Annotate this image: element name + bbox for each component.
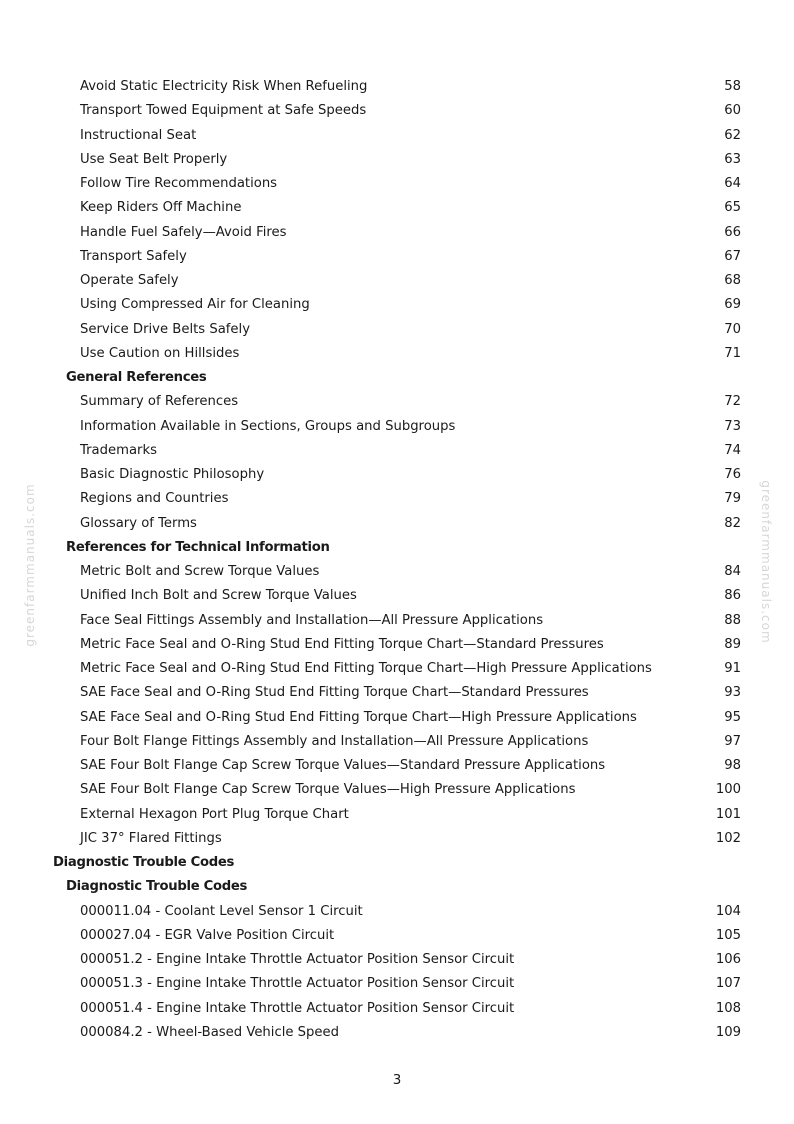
toc-entry-page: 71 xyxy=(724,345,741,361)
toc-entry[interactable] xyxy=(0,512,794,536)
toc-entry-page: 68 xyxy=(724,273,741,288)
toc-entry-title: Instructional Seat xyxy=(80,127,197,143)
toc-entry[interactable] xyxy=(0,245,794,269)
toc-entry-page: 69 xyxy=(724,297,741,313)
toc-entry[interactable] xyxy=(0,706,794,730)
toc-entry[interactable] xyxy=(0,463,794,487)
toc-entry-title: SAE Four Bolt Flange Cap Screw Torque Values—High Pressure Applications xyxy=(80,782,576,798)
watermark-left: greenfarmmanuals.com xyxy=(23,483,37,647)
toc-entry-title: Follow Tire Recommendations xyxy=(80,176,278,191)
toc-entry-page: 104 xyxy=(715,903,741,919)
toc-entry-title: Handle Fuel Safely—Avoid Fires xyxy=(80,224,287,240)
toc-entry-page: 108 xyxy=(715,1000,741,1016)
toc-entry-page: 89 xyxy=(724,636,741,652)
toc-entry-title: Metric Face Seal and O-Ring Stud End Fitting Torque Chart—High Pressure Applications xyxy=(80,661,652,676)
toc-entry[interactable] xyxy=(0,75,794,99)
toc-entry-title: Metric Bolt and Screw Torque Values xyxy=(80,564,320,579)
toc-entry-page: 74 xyxy=(724,442,741,458)
toc-entry-title: Operate Safely xyxy=(80,273,179,288)
toc-entry-title: Glossary of Terms xyxy=(80,515,197,531)
toc-entry-page: 73 xyxy=(724,418,741,434)
toc-entry-page: 97 xyxy=(724,733,741,749)
toc-subsection-heading[interactable] xyxy=(0,536,794,560)
toc-entry-page: 100 xyxy=(715,782,741,798)
toc-entry-title: 000051.4 - Engine Intake Throttle Actuator Position Sensor Circuit xyxy=(80,1000,515,1016)
toc-entry-page: 58 xyxy=(724,79,741,94)
toc-entry-page: 82 xyxy=(724,515,741,531)
toc-subsection-heading[interactable] xyxy=(0,366,794,390)
toc-entry-page: 84 xyxy=(724,564,741,579)
toc-entry[interactable] xyxy=(0,730,794,754)
toc-entry-page: 66 xyxy=(724,224,741,240)
toc-entry-page: 91 xyxy=(724,661,741,676)
toc-entry-page: 63 xyxy=(724,151,741,167)
toc-entry[interactable] xyxy=(0,124,794,148)
toc-entry-page: 98 xyxy=(724,758,741,773)
watermark-right: greenfarmmanuals.com xyxy=(759,480,773,644)
toc-entry-page: 105 xyxy=(715,927,741,943)
toc-entry[interactable] xyxy=(0,293,794,317)
toc-entry-title: Transport Safely xyxy=(80,248,187,264)
table-of-contents xyxy=(0,75,794,1045)
toc-entry[interactable] xyxy=(0,439,794,463)
toc-entry[interactable] xyxy=(0,584,794,608)
toc-entry-page: 109 xyxy=(715,1024,741,1040)
toc-entry-title: Basic Diagnostic Philosophy xyxy=(80,467,265,482)
toc-entry-title: 000051.2 - Engine Intake Throttle Actuator Position Sensor Circuit xyxy=(80,952,515,967)
toc-entry-title: Diagnostic Trouble Codes xyxy=(53,855,235,870)
toc-entry[interactable] xyxy=(0,803,794,827)
toc-entry[interactable] xyxy=(0,827,794,851)
toc-entry[interactable] xyxy=(0,609,794,633)
toc-entry-page: 70 xyxy=(724,321,741,337)
toc-entry[interactable] xyxy=(0,924,794,948)
toc-entry-page: 101 xyxy=(715,806,741,822)
toc-entry-title: Using Compressed Air for Cleaning xyxy=(80,297,310,313)
toc-entry-title: Four Bolt Flange Fittings Assembly and Installation—All Pressure Applications xyxy=(80,733,589,749)
toc-entry[interactable] xyxy=(0,997,794,1021)
toc-entry-page: 93 xyxy=(724,685,741,701)
toc-entry-title: Unified Inch Bolt and Screw Torque Values xyxy=(80,588,357,604)
toc-entry[interactable] xyxy=(0,318,794,342)
toc-entry-title: General References xyxy=(66,370,207,385)
toc-entry-page: 65 xyxy=(724,200,741,216)
toc-entry[interactable] xyxy=(0,633,794,657)
toc-entry-title: SAE Four Bolt Flange Cap Screw Torque Values—Standard Pressure Applications xyxy=(80,758,606,773)
toc-entry-page: 76 xyxy=(724,467,741,482)
toc-entry-title: 000051.3 - Engine Intake Throttle Actuator Position Sensor Circuit xyxy=(80,976,515,992)
toc-entry-title: Avoid Static Electricity Risk When Refueling xyxy=(80,79,368,94)
toc-entry-title: Metric Face Seal and O-Ring Stud End Fitting Torque Chart—Standard Pressures xyxy=(80,636,604,652)
toc-entry[interactable] xyxy=(0,1021,794,1045)
toc-entry-page: 64 xyxy=(724,176,741,191)
toc-subsection-heading[interactable] xyxy=(0,875,794,899)
toc-entry-title: JIC 37° Flared Fittings xyxy=(80,830,222,846)
page-number: 3 xyxy=(392,1072,402,1088)
toc-entry[interactable] xyxy=(0,415,794,439)
toc-entry-title: External Hexagon Port Plug Torque Chart xyxy=(80,806,349,822)
toc-entry-title: Diagnostic Trouble Codes xyxy=(66,879,248,895)
toc-entry[interactable] xyxy=(0,681,794,705)
toc-entry[interactable] xyxy=(0,99,794,123)
toc-entry-title: Summary of References xyxy=(80,394,239,410)
toc-entry-page: 106 xyxy=(715,952,741,967)
toc-entry-title: Service Drive Belts Safely xyxy=(80,321,251,337)
toc-entry[interactable] xyxy=(0,172,794,196)
toc-entry[interactable] xyxy=(0,754,794,778)
toc-entry[interactable] xyxy=(0,269,794,293)
toc-entry-page: 88 xyxy=(724,612,741,628)
toc-entry-title: Face Seal Fittings Assembly and Installation—All Pressure Applications xyxy=(80,612,544,628)
toc-entry-title: 000027.04 - EGR Valve Position Circuit xyxy=(80,927,335,943)
toc-entry[interactable] xyxy=(0,390,794,414)
toc-entry-page: 72 xyxy=(724,394,741,410)
toc-entry-title: Use Seat Belt Properly xyxy=(80,151,228,167)
toc-entry-page: 67 xyxy=(724,248,741,264)
toc-entry[interactable] xyxy=(0,778,794,802)
toc-entry-page: 60 xyxy=(724,103,741,119)
toc-entry-title: Keep Riders Off Machine xyxy=(80,200,242,216)
toc-section-heading[interactable] xyxy=(0,851,794,875)
toc-entry-title: 000084.2 - Wheel-Based Vehicle Speed xyxy=(80,1024,340,1040)
toc-entry-title: SAE Face Seal and O-Ring Stud End Fitting Torque Chart—High Pressure Applications xyxy=(80,709,637,725)
toc-entry[interactable] xyxy=(0,657,794,681)
toc-entry-page: 107 xyxy=(715,976,741,992)
toc-entry[interactable] xyxy=(0,948,794,972)
toc-entry[interactable] xyxy=(0,196,794,220)
toc-entry-title: 000011.04 - Coolant Level Sensor 1 Circuit xyxy=(80,903,363,919)
toc-entry-title: Transport Towed Equipment at Safe Speeds xyxy=(80,103,367,119)
toc-entry[interactable] xyxy=(0,972,794,996)
toc-entry[interactable] xyxy=(0,900,794,924)
toc-entry-page: 102 xyxy=(715,830,741,846)
toc-entry-title: Trademarks xyxy=(80,442,157,458)
toc-entry[interactable] xyxy=(0,221,794,245)
toc-entry[interactable] xyxy=(0,148,794,172)
toc-entry-page: 95 xyxy=(724,709,741,725)
toc-entry-page: 62 xyxy=(724,127,741,143)
toc-entry-title: Regions and Countries xyxy=(80,491,229,507)
toc-entry-title: Use Caution on Hillsides xyxy=(80,345,240,361)
toc-entry-page: 86 xyxy=(724,588,741,604)
toc-entry-title: SAE Face Seal and O-Ring Stud End Fitting Torque Chart—Standard Pressures xyxy=(80,685,589,701)
toc-entry-title: Information Available in Sections, Groups and Subgroups xyxy=(80,418,456,434)
toc-entry[interactable] xyxy=(0,560,794,584)
toc-entry[interactable] xyxy=(0,342,794,366)
toc-entry[interactable] xyxy=(0,487,794,511)
toc-entry-title: References for Technical Information xyxy=(66,539,330,555)
toc-entry-page: 79 xyxy=(724,491,741,507)
